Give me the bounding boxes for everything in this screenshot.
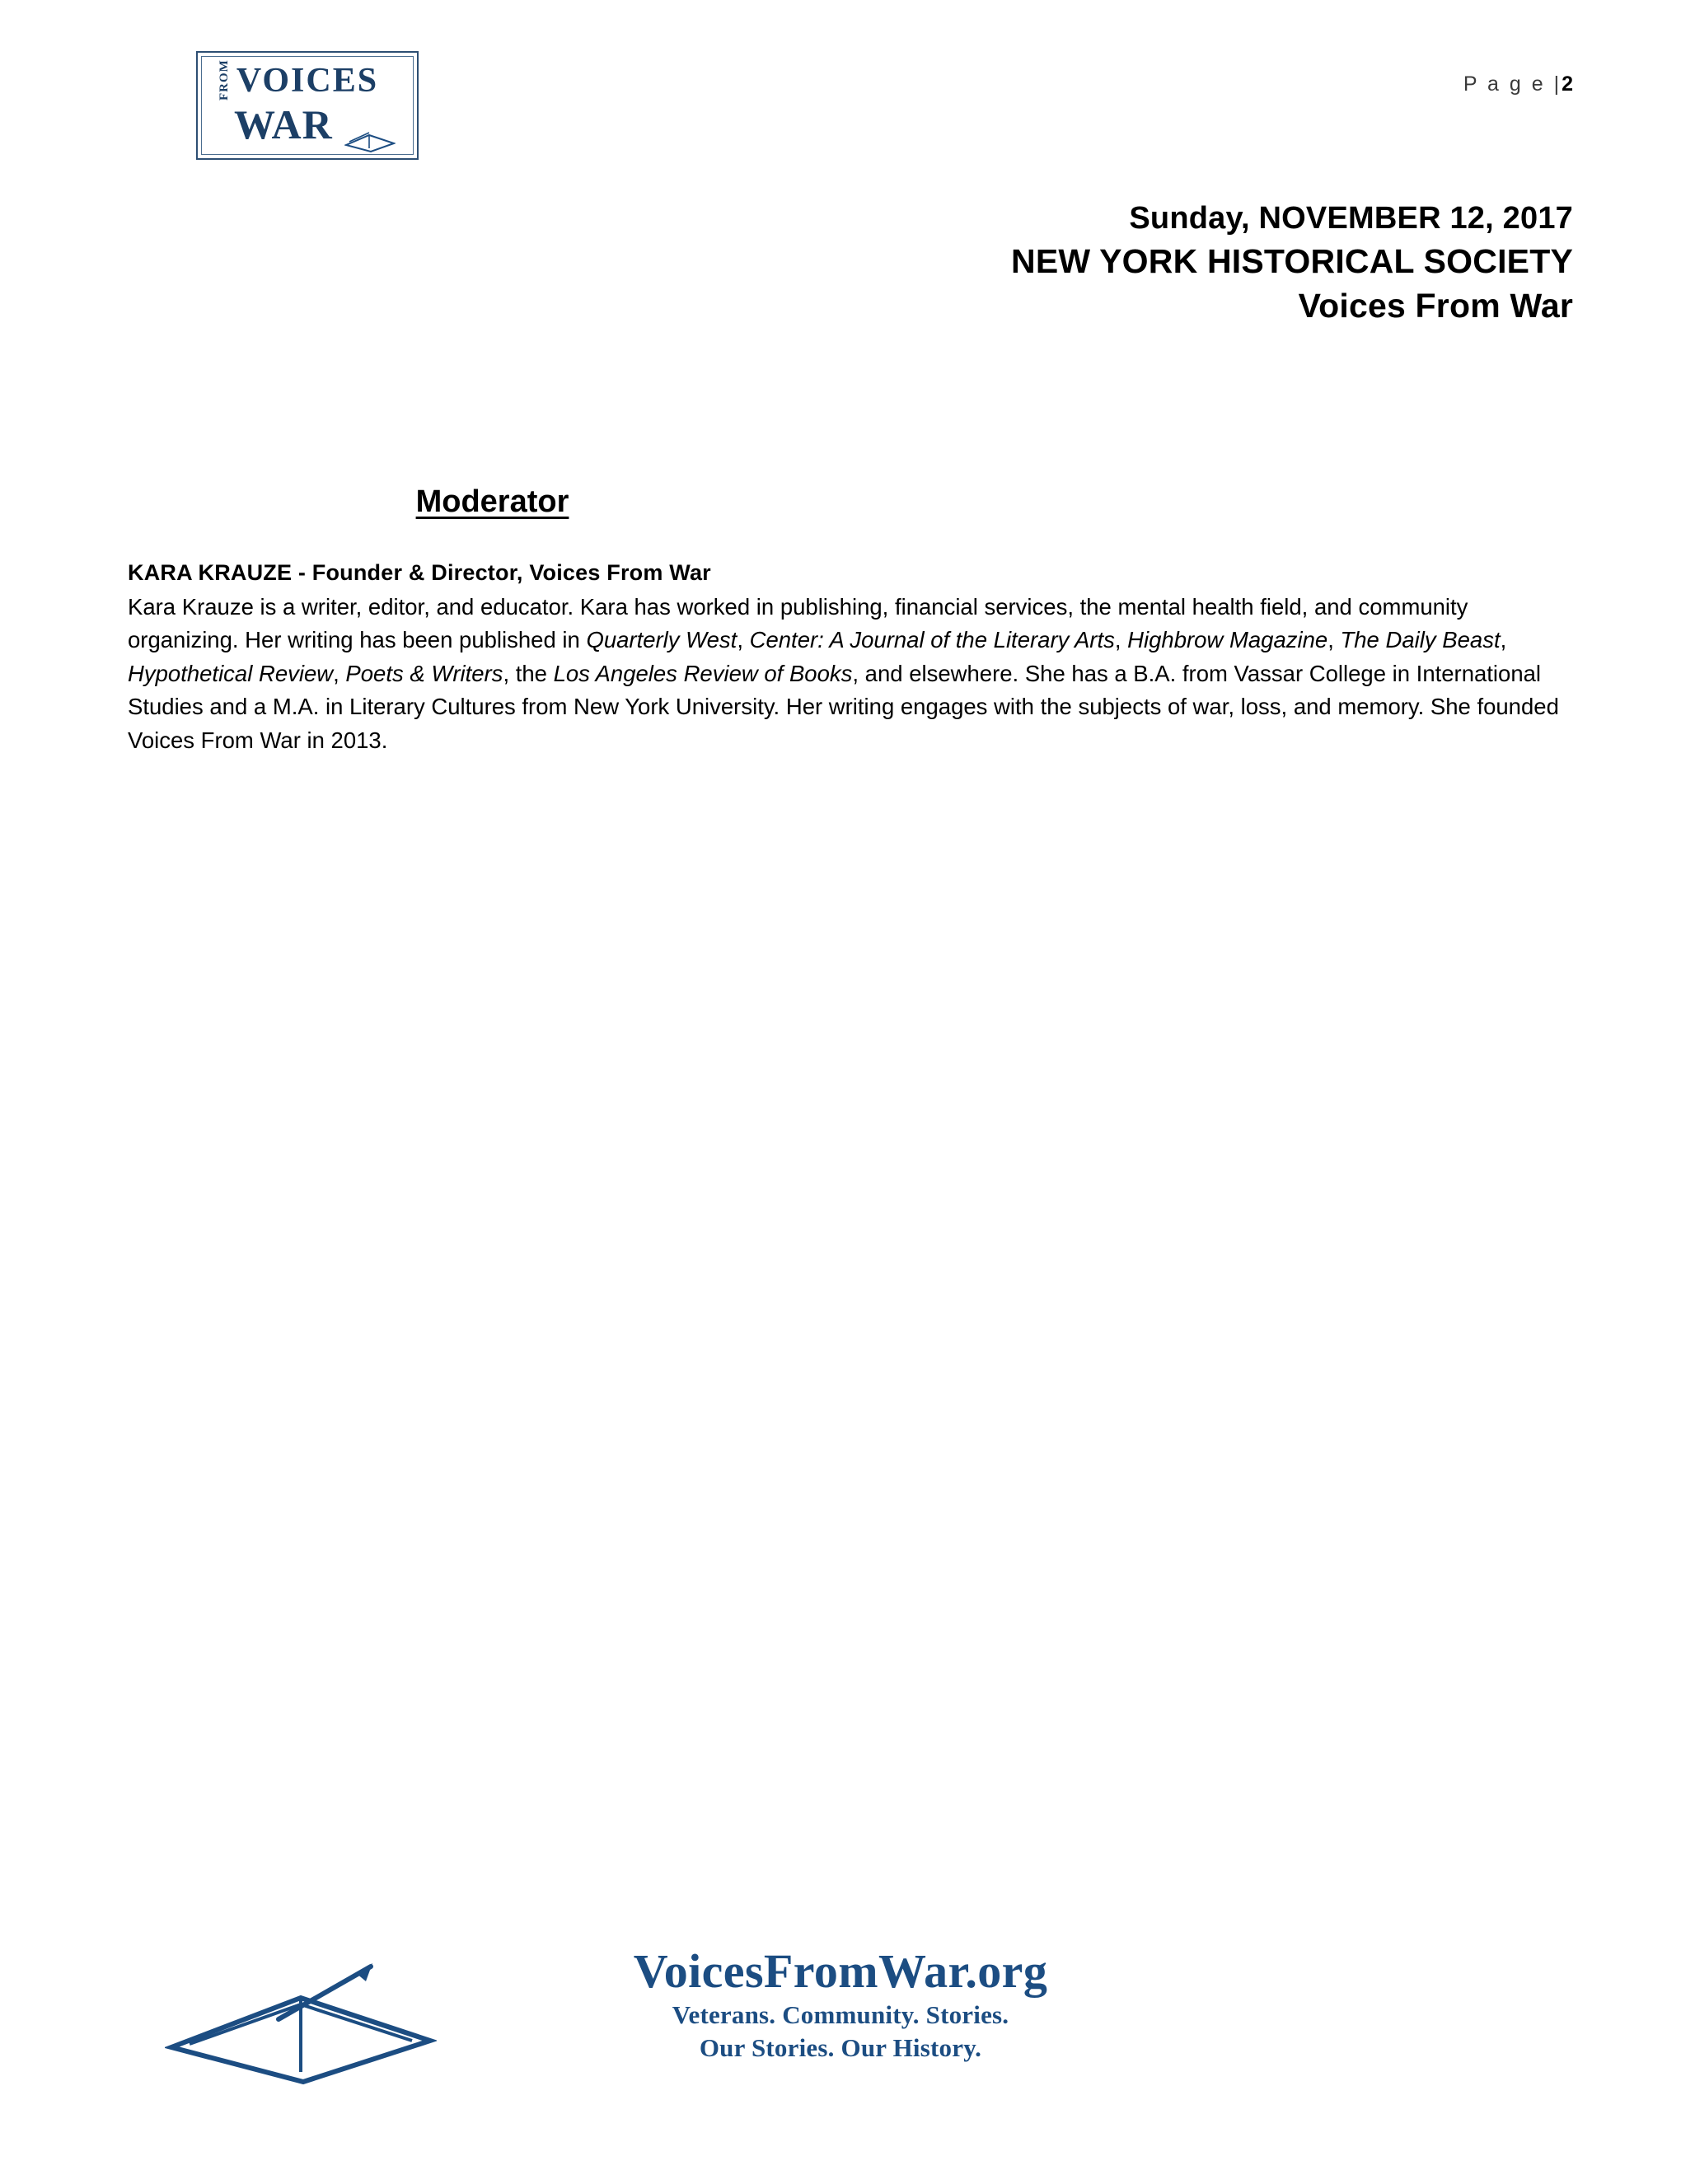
page-number-value: 2 [1562,72,1573,96]
publication-6: Poets & Writers [345,660,503,686]
publication-1: Quarterly West [586,627,737,653]
page-header [0,33,1695,157]
page-label: P a g e [1463,72,1546,96]
open-book-icon [165,1962,437,2085]
footer-branding [511,1943,1170,2064]
page-separator: | [1553,72,1562,96]
publication-5: Hypothetical Review [128,660,334,686]
section-heading-moderator: Moderator [415,484,569,519]
moderator-bio [128,591,1574,757]
event-date: Sunday, NOVEMBER 12, 2017 [1129,201,1573,236]
publication-3: Highbrow Magazine [1127,627,1328,653]
event-venue: NEW YORK HISTORICAL SOCIETY [1011,242,1573,281]
moderator-entry [128,560,1574,757]
bio-sep-1: , [737,627,750,653]
logo-from-text: FROM [218,59,231,101]
event-title-block [419,198,1573,328]
publication-7: Los Angeles Review of Books [553,660,853,686]
logo-war-text: WAR [234,101,333,147]
publication-4: The Daily Beast [1340,627,1501,653]
publication-2: Center: A Journal of the Literary Arts [749,627,1115,653]
moderator-name-and-role: KARA KRAUZE - Founder & Director, Voices From War [128,560,711,585]
bio-sep-6: , the [503,660,554,686]
page-footer [0,1932,1695,2105]
event-organization: Voices From War [1298,287,1573,325]
bio-sep-5: , [333,660,346,686]
open-book-icon [344,129,396,153]
bio-text-part-1: Kara Krauze is a writer, editor, and educator. Kara has worked in publishing, financial services, the mental health field, and community organizing. Her writing has been published in [128,594,1468,653]
bio-text-part-2: , and elsewhere. She has a B.A. from Vassar College in International Studies and a M.A. in Literary Cultures from New York University. Her writing engages with the subjects of war, loss, and memory. She founded Voices From War in 2013. [128,660,1559,753]
page-number-field [1463,72,1573,96]
bio-sep-2: , [1114,627,1128,653]
footer-tagline-2: Our Stories. Our History. [699,2032,982,2062]
footer-tagline-1: Veterans. Community. Stories. [672,2000,1009,2029]
bio-sep-3: , [1327,627,1341,653]
bio-sep-4: , [1500,627,1507,653]
footer-website-url[interactable]: VoicesFromWar.org [633,1944,1048,1998]
voices-from-war-logo [196,51,419,160]
logo-voices-text: VOICES [236,62,379,100]
